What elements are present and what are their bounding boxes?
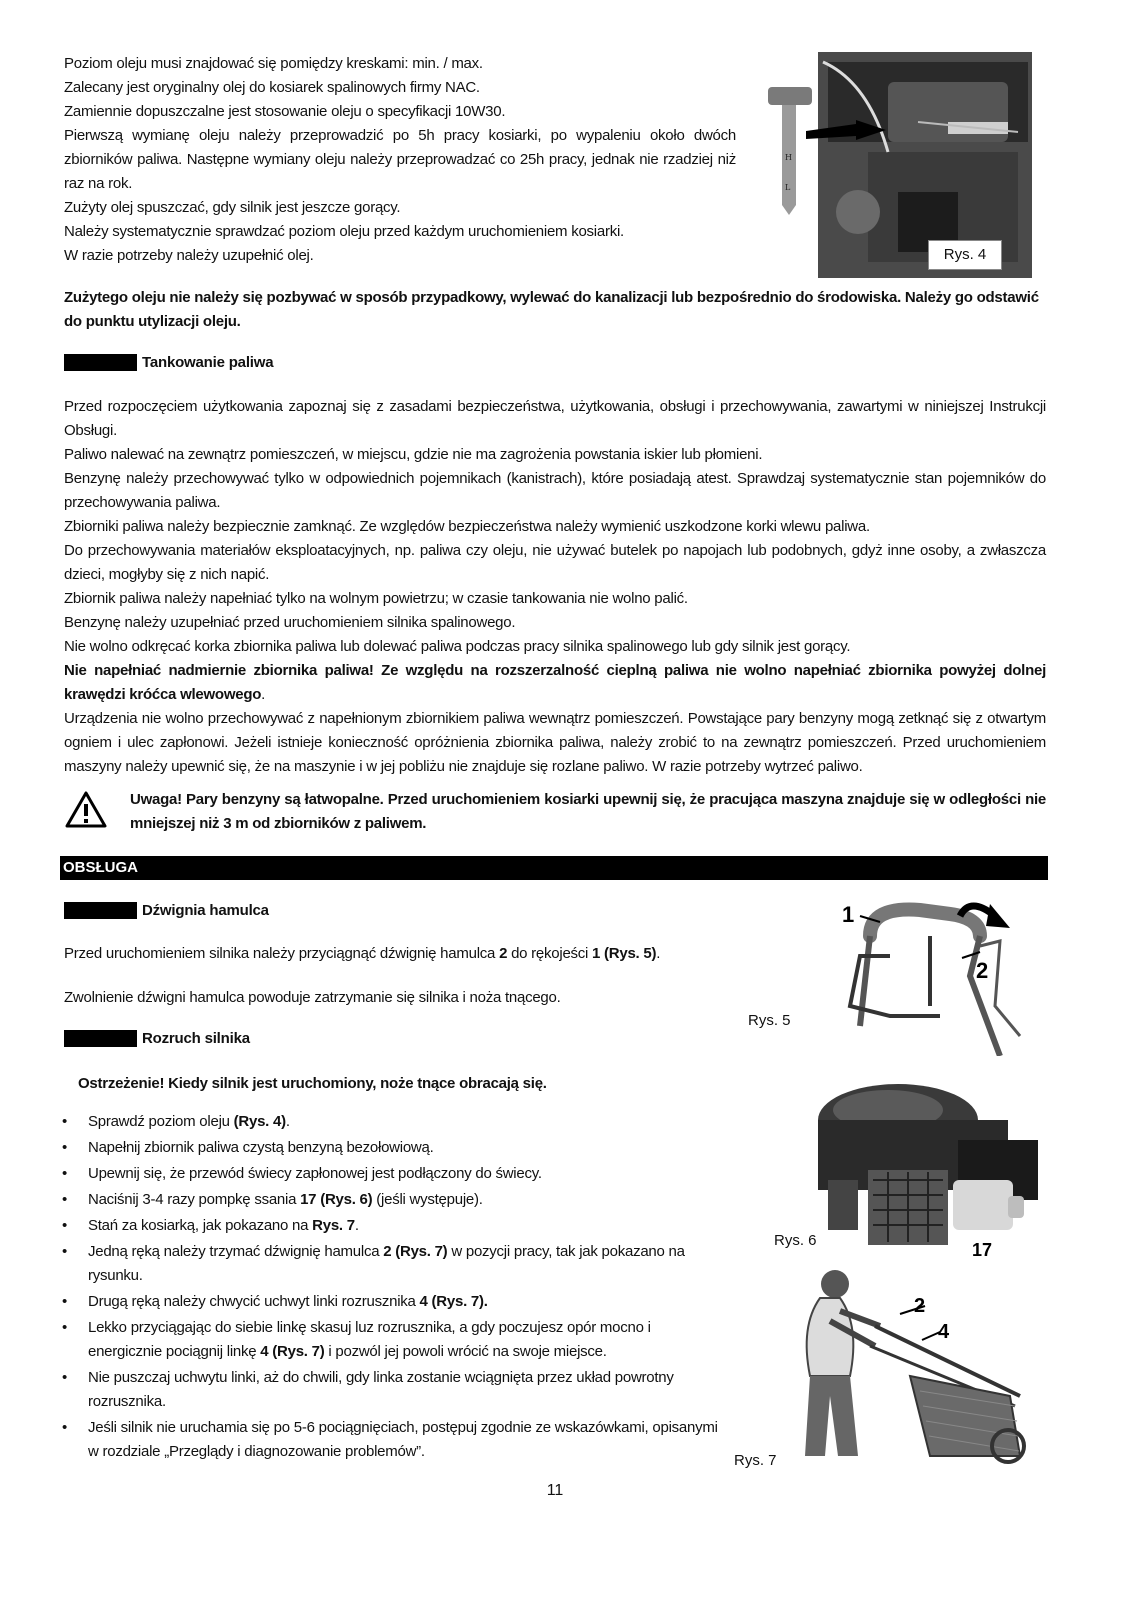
figure-rys-6 <box>808 1080 1040 1260</box>
oil-line: W razie potrzeby należy uzupełnić olej. <box>64 247 314 264</box>
fuel-paragraph: Paliwo nalewać na zewnątrz pomieszczeń, w miejscu, gdzie nie ma zagrożenia powstania iskier lub płomieni. <box>64 446 763 463</box>
oil-line: Zużyty olej spuszczać, gdy silnik jest jeszcze gorący. <box>64 199 401 216</box>
handle-brake-illustration <box>830 896 1030 1056</box>
heading-marker <box>64 1030 137 1047</box>
start-step-item: • Sprawdź poziom oleju (Rys. 4). <box>60 1110 720 1134</box>
section-title: OBSŁUGA <box>60 856 1048 880</box>
dipstick-label-l: L <box>785 183 791 192</box>
engine-primer-illustration <box>808 1080 1040 1260</box>
heading-marker <box>64 902 137 919</box>
start-step-item: • Drugą ręką należy chwycić uchwyt linki rozrusznika 4 (Rys. 7). <box>60 1290 720 1314</box>
fuel-paragraph: Nie wolno odkręcać korka zbiornika paliwa lub dolewać paliwa podczas pracy silnika spalinowego lub gdy silnik jest gorący. <box>64 638 851 655</box>
figure-rys-4 <box>768 52 1032 278</box>
fig7-label-4: 4 <box>938 1321 950 1343</box>
heading-marker <box>64 354 137 371</box>
start-step-item: • Jedną ręką należy trzymać dźwignię hamulca 2 (Rys. 7) w pozycji pracy, tak jak pokazano na rysunku. <box>60 1240 720 1288</box>
fig5-label-2: 2 <box>976 958 989 983</box>
fuel-heading <box>64 354 273 371</box>
oil-line: Zalecany jest oryginalny olej do kosiarek spalinowych firmy NAC. <box>64 79 480 96</box>
figure-caption: Rys. 7 <box>734 1452 777 1469</box>
figure-rys-5 <box>830 896 1030 1056</box>
brake-heading <box>64 902 269 919</box>
brake-paragraph-1: Przed uruchomieniem silnika należy przyciągnąć dźwignię hamulca 2 do rękojeści 1 (Rys. 5). <box>64 945 661 962</box>
fig6-label-17: 17 <box>972 1240 993 1260</box>
brake-paragraph-2: Zwolnienie dźwigni hamulca powoduje zatrzymanie się silnika i noża tnącego. <box>64 989 561 1006</box>
fuel-paragraph: Benzynę należy przechowywać tylko w odpowiednich pojemnikach (kanistrach), które posiadają atest. Sprawdzaj systematycznie stan pojemników do przechowywania paliwa. <box>64 470 1046 511</box>
fuel-paragraph: Do przechowywania materiałów eksploatacyjnych, np. paliwa czy oleju, nie używać butelek po napojach lub podobnych, gdyż inne osoby, a zwłaszcza dzieci, mogłyby się z nich napić. <box>64 542 1046 583</box>
start-warning: Ostrzeżenie! Kiedy silnik jest uruchomiony, noże tnące obracają się. <box>78 1075 547 1092</box>
page-number: 11 <box>546 1482 564 1499</box>
start-heading-label: Rozruch silnika <box>142 1030 250 1047</box>
start-step-item: • Nie puszczaj uchwytu linki, aż do chwili, gdy linka zostanie wciągnięta przez układ powrotny rozrusznika. <box>60 1366 720 1414</box>
fuel-text-block <box>64 395 1046 779</box>
fig5-label-1: 1 <box>842 902 855 927</box>
fuel-heading-label: Tankowanie paliwa <box>142 354 274 371</box>
oil-text-block <box>64 52 736 268</box>
oil-line: Pierwszą wymianę oleju należy przeprowadzić po 5h pracy kosiarki, po wypaleniu około dwóch zbiorników paliwa. Następne wymiany oleju należy przeprowadzać co 25h pracy, jednak nie rzadziej niż raz na rok. <box>64 127 736 192</box>
start-step-item: • Lekko przyciągając do siebie linkę skasuj luz rozrusznika, a gdy poczujesz opór mocno i energicznie pociągnij linkę 4 (Rys. 7) i pozwól jej powoli wrócić na swoje miejsce. <box>60 1316 720 1364</box>
fig7-label-2: 2 <box>914 1295 926 1317</box>
figure-caption: Rys. 4 <box>928 240 1002 270</box>
person-starting-mower-illustration <box>790 1266 1040 1466</box>
brake-heading-label: Dźwignia hamulca <box>142 902 269 919</box>
start-step-item: • Napełnij zbiornik paliwa czystą benzyną bezołowiową. <box>60 1136 720 1160</box>
start-heading <box>64 1030 250 1047</box>
overfill-warning: Nie napełniać nadmiernie zbiornika paliwa! Ze względu na rozszerzalność cieplną paliwa nie wolno napełniać zbiornika powyżej dolnej krawędzi króćca wlewowego <box>64 662 1046 703</box>
figure-rys-7 <box>790 1266 1040 1466</box>
fuel-paragraph-overfill: Nie napełniać nadmiernie zbiornika paliwa! Ze względu na rozszerzalność cieplną paliwa nie wolno napełniać zbiornika powyżej dolnej krawędzi króćca wlewowego. <box>64 662 1046 703</box>
fuel-paragraph: Zbiornik paliwa należy napełniać tylko na wolnym powietrzu; w czasie tankowania nie wolno palić. <box>64 590 688 607</box>
oil-line: Należy systematycznie sprawdzać poziom oleju przed każdym uruchomieniem kosiarki. <box>64 223 624 240</box>
oil-line: Zamiennie dopuszczalne jest stosowanie oleju o specyfikacji 10W30. <box>64 103 506 120</box>
start-step-item: • Upewnij się, że przewód świecy zapłonowej jest podłączony do świecy. <box>60 1162 720 1186</box>
fuel-paragraph: Przed rozpoczęciem użytkowania zapoznaj się z zasadami bezpieczeństwa, użytkowania, obsługi i przechowywania, zawartymi w niniejszej Instrukcji Obsługi. <box>64 398 1046 439</box>
figure-caption: Rys. 5 <box>748 1012 791 1029</box>
warning-icon <box>64 790 108 830</box>
fuel-paragraph: Zbiorniki paliwa należy bezpiecznie zamknąć. Ze względów bezpieczeństwa należy wymienić uszkodzone korki wlewu paliwa. <box>64 518 870 535</box>
oil-line: Poziom oleju musi znajdować się pomiędzy kreskami: min. / max. <box>64 55 483 72</box>
oil-disposal-note: Zużytego oleju nie należy się pozbywać w sposób przypadkowy, wylewać do kanalizacji lub bezpośrednio do środowiska. Należy go odstawić do punktu utylizacji oleju. <box>64 289 1039 330</box>
start-step-item: • Jeśli silnik nie uruchamia się po 5-6 pociągnięciach, postępuj zgodnie ze wskazówkami, opisanymi w rozdziale „Przeglądy i diagnozowanie problemów”. <box>60 1416 720 1464</box>
fuel-paragraph: Urządzenia nie wolno przechowywać z napełnionym zbiornikiem paliwa wewnątrz pomieszczeń. Powstające pary benzyny mogą zetknąć się z otwartym ogniem i ulec zapłonowi. Jeżeli istnieje konieczność opróżnienia zbiornika paliwa, należy zrobić to na zewnątrz pomieszczeń. Przed uruchomieniem maszyny należy upewnić się, że na maszynie i w jej pobliżu nie znajduje się rozlane paliwo. W razie potrzeby wytrzeć paliwo. <box>64 710 1046 775</box>
dipstick-label-h: H <box>785 153 792 162</box>
figure-caption: Rys. 6 <box>774 1232 817 1249</box>
start-step-item: • Stań za kosiarką, jak pokazano na Rys. 7. <box>60 1214 720 1238</box>
start-step-item: • Naciśnij 3-4 razy pompkę ssania 17 (Rys. 6) (jeśli występuje). <box>60 1188 720 1212</box>
fuel-vapour-warning: Uwaga! Pary benzyny są łatwopalne. Przed uruchomieniem kosiarki upewnij się, że pracująca maszyna znajduje się w odległości nie mniejszej niż 3 m od zbiorników z paliwem. <box>130 791 1046 832</box>
fuel-paragraph: Benzynę należy uzupełniać przed uruchomieniem silnika spalinowego. <box>64 614 516 631</box>
start-steps-list <box>60 1110 720 1466</box>
